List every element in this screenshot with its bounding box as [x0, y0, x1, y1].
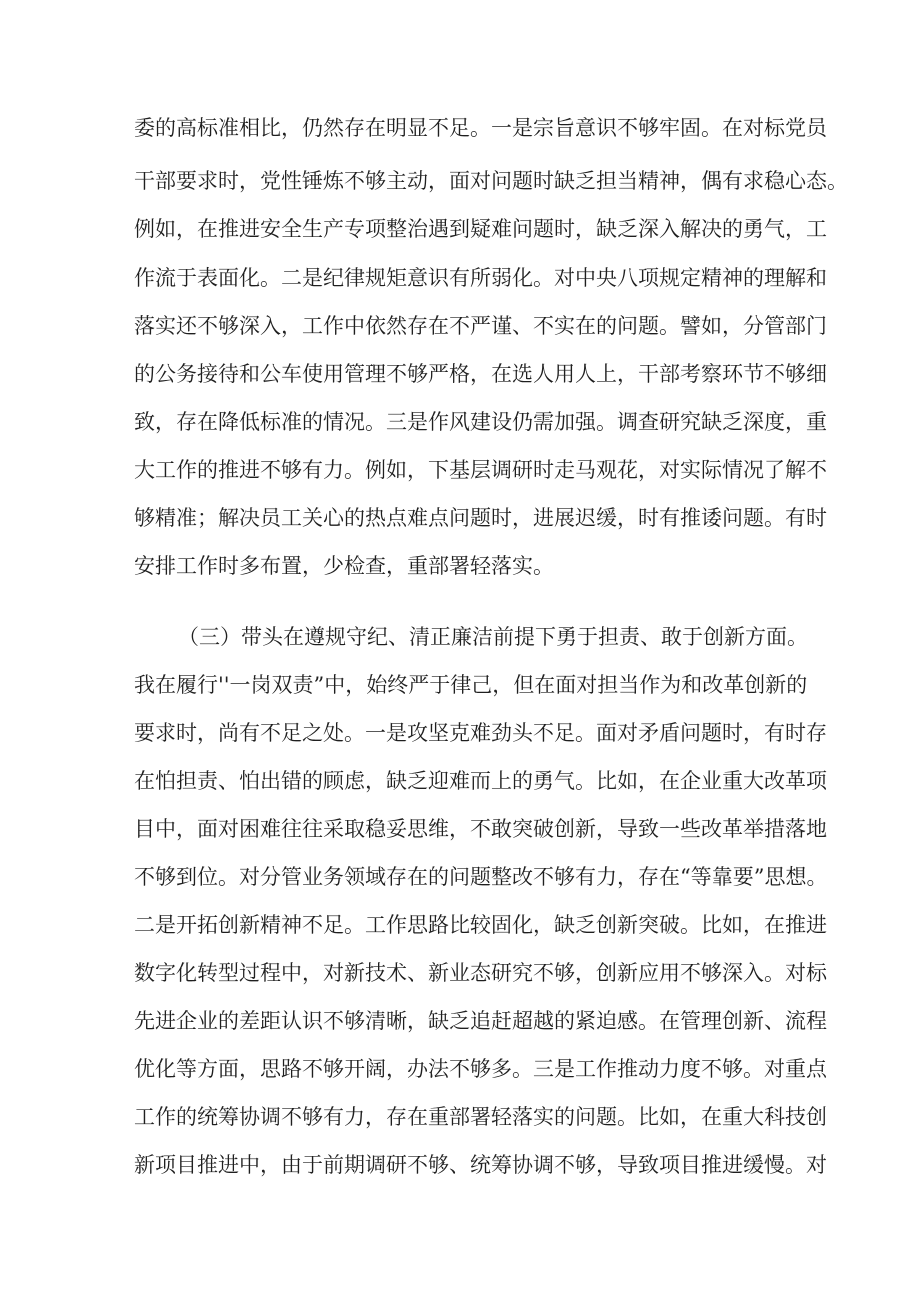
paragraph-2-line-8: 数字化转型过程中，对新技术、新业态研究不够，创新应用不够深入。对标 [134, 961, 827, 985]
paragraph-1-line-5: 落实还不够深入，工作中依然存在不严谨、不实在的问题。譬如，分管部门 [134, 314, 827, 338]
paragraph-1-line-4: 作流于表面化。二是纪律规矩意识有所弱化。对中央八项规定精神的理解和 [134, 266, 827, 290]
paragraph-1-line-7: 致，存在降低标准的情况。三是作风建设仍需加强。调查研究缺乏深度，重 [134, 410, 827, 434]
paragraph-1-line-3: 例如，在推进安全生产专项整治遇到疑难问题时，缺乏深入解决的勇气，工 [134, 217, 827, 241]
paragraph-2-line-3: 要求时，尚有不足之处。一是攻坚克难劲头不足。面对矛盾问题时，有时存 [134, 721, 827, 745]
paragraph-2-line-2: 我在履行''一岗双责”中，始终严于律己，但在面对担当作为和改革创新的 [134, 673, 808, 697]
paragraph-1-line-1: 委的高标准相比，仍然存在明显不足。一是宗旨意识不够牢固。在对标党员 [134, 116, 827, 140]
paragraph-1-line-10: 安排工作时多布置，少检查，重部署轻落实。 [134, 554, 554, 578]
paragraph-2-line-11: 工作的统筹协调不够有力，存在重部署轻落实的问题。比如，在重大科技创 [134, 1105, 827, 1129]
paragraph-2-line-5: 目中，面对困难往往采取稳妥思维，不敢突破创新，导致一些改革举措落地 [134, 817, 827, 841]
paragraph-1-line-2: 干部要求时，党性锤炼不够主动，面对问题时缺乏担当精神，偶有求稳心态。 [134, 169, 848, 193]
paragraph-2-line-12: 新项目推进中，由于前期调研不够、统筹协调不够，导致项目推进缓慢。对 [134, 1153, 827, 1177]
paragraph-2-line-7: 二是开拓创新精神不足。工作思路比较固化，缺乏创新突破。比如，在推进 [134, 913, 827, 937]
paragraph-1-line-9: 够精准；解决员工关心的热点难点问题时，进展迟缓，时有推诿问题。有时 [134, 506, 827, 530]
paragraph-2-line-6: 不够到位。对分管业务领域存在的问题整改不够有力，存在“等靠要”思想。 [134, 865, 828, 889]
paragraph-2-line-9: 先进企业的差距认识不够清晰，缺乏追赶超越的紧迫感。在管理创新、流程 [134, 1009, 827, 1033]
paragraph-1-line-6: 的公务接待和公车使用管理不够严格，在选人用人上，干部考察环节不够细 [134, 362, 827, 386]
paragraph-2-heading-line: （三）带头在遵规守纪、清正廉洁前提下勇于担责、敢于创新方面。 [178, 625, 808, 649]
paragraph-1-line-8: 大工作的推进不够有力。例如，下基层调研时走马观花，对实际情况了解不 [134, 458, 827, 482]
paragraph-2-line-4: 在怕担责、怕出错的顾虑，缺乏迎难而上的勇气。比如，在企业重大改革项 [134, 769, 827, 793]
paragraph-2-line-10: 优化等方面，思路不够开阔，办法不够多。三是工作推动力度不够。对重点 [134, 1057, 827, 1081]
